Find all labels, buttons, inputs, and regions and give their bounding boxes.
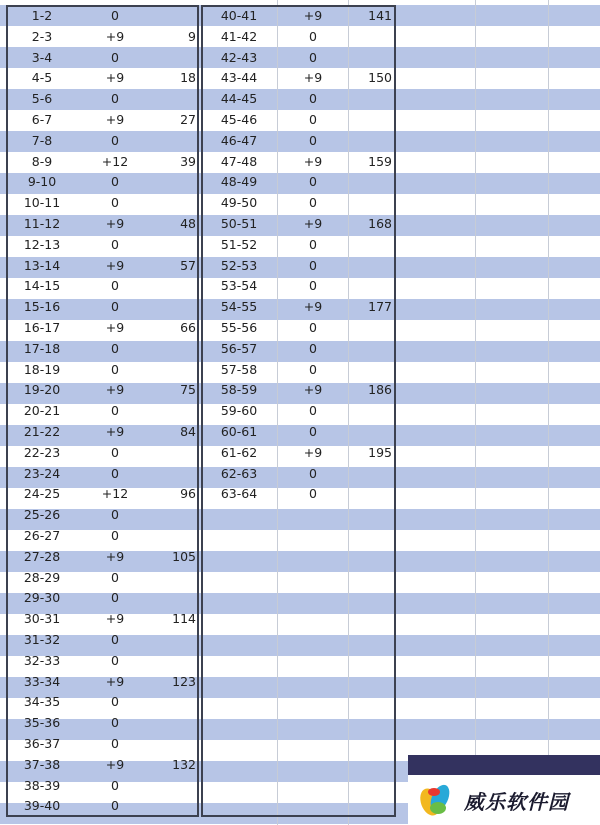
increment-cell: +9	[105, 382, 125, 398]
range-cell: 23-24	[23, 465, 61, 481]
cumulative-cell	[150, 359, 196, 380]
range-cell: 42-43	[220, 49, 258, 65]
increment-cell: +9	[105, 70, 125, 86]
range-cell: 25-26	[23, 507, 61, 523]
range-cell: 41-42	[220, 28, 258, 44]
cumulative-cell	[150, 338, 196, 359]
range-cell: 57-58	[220, 361, 258, 377]
cumulative-cell	[346, 26, 392, 47]
increment-cell: 0	[309, 28, 317, 44]
cumulative-cell: 66	[180, 320, 196, 335]
range-cell: 54-55	[220, 299, 258, 315]
range-cell: 9-10	[27, 174, 57, 190]
increment-cell: 0	[111, 507, 119, 523]
range-cell: 35-36	[23, 715, 61, 731]
cumulative-cell	[346, 192, 392, 213]
range-cell: 28-29	[23, 569, 61, 585]
increment-cell: 0	[111, 49, 119, 65]
cumulative-cell: 195	[368, 444, 392, 460]
cumulative-cell	[150, 130, 196, 151]
grid-line	[548, 0, 549, 825]
increment-cell: +9	[105, 673, 125, 689]
range-cell: 30-31	[23, 611, 61, 627]
increment-cell: 0	[111, 236, 119, 252]
cumulative-cell: 186	[368, 382, 392, 398]
range-cell: 16-17	[23, 320, 61, 335]
increment-cell: +9	[303, 444, 323, 460]
range-cell: 20-21	[23, 403, 61, 419]
cumulative-cell	[150, 691, 196, 712]
range-cell: 56-57	[220, 340, 258, 356]
cumulative-cell: 141	[368, 8, 392, 23]
range-cell: 51-52	[220, 236, 258, 252]
cumulative-cell: 150	[368, 70, 392, 86]
increment-cell: 0	[111, 8, 119, 23]
increment-cell: 0	[111, 132, 119, 148]
increment-cell: 0	[309, 424, 317, 439]
increment-cell: 0	[309, 236, 317, 252]
cumulative-cell: 114	[172, 611, 196, 627]
cumulative-cell: 48	[180, 216, 196, 231]
increment-cell: 0	[309, 257, 317, 273]
range-cell: 17-18	[23, 340, 61, 356]
cumulative-cell	[150, 733, 196, 754]
increment-cell: 0	[309, 403, 317, 419]
range-cell: 22-23	[23, 444, 61, 460]
increment-cell: 0	[111, 340, 119, 356]
range-cell: 45-46	[220, 112, 258, 127]
range-cell: 7-8	[31, 132, 53, 148]
range-cell: 10-11	[23, 195, 61, 211]
range-cell: 52-53	[220, 257, 258, 273]
watermark-text: 威乐软件园	[464, 789, 569, 814]
cumulative-cell	[150, 192, 196, 213]
increment-cell: +9	[105, 320, 125, 335]
weile-logo-icon	[416, 780, 456, 820]
range-cell: 19-20	[23, 382, 61, 398]
cumulative-cell	[346, 338, 392, 359]
increment-cell: 0	[111, 652, 119, 668]
range-cell: 61-62	[220, 444, 258, 460]
cumulative-cell	[150, 504, 196, 525]
increment-cell: 0	[309, 112, 317, 127]
range-cell: 26-27	[23, 528, 61, 543]
cumulative-cell	[346, 275, 392, 296]
range-cell: 29-30	[23, 590, 61, 606]
cumulative-cell	[150, 296, 196, 317]
cumulative-cell	[150, 567, 196, 588]
increment-cell: 0	[111, 444, 119, 460]
increment-cell: 0	[111, 195, 119, 211]
increment-cell: +9	[303, 70, 323, 86]
increment-cell: 0	[111, 590, 119, 606]
range-cell: 47-48	[220, 153, 258, 169]
cumulative-cell	[150, 442, 196, 463]
cumulative-cell: 132	[172, 756, 196, 772]
cumulative-cell	[150, 88, 196, 109]
cumulative-cell	[150, 650, 196, 671]
increment-cell: 0	[309, 278, 317, 294]
increment-cell: 0	[111, 694, 119, 710]
range-cell: 32-33	[23, 652, 61, 668]
cumulative-cell	[346, 255, 392, 276]
increment-cell: +12	[101, 486, 129, 502]
cumulative-cell: 18	[180, 70, 196, 86]
cumulative-cell: 39	[180, 153, 196, 169]
range-cell: 24-25	[23, 486, 61, 502]
increment-cell: +9	[303, 8, 323, 23]
range-cell: 53-54	[220, 278, 258, 294]
increment-cell: 0	[309, 361, 317, 377]
cumulative-cell	[346, 88, 392, 109]
cumulative-cell	[346, 359, 392, 380]
range-cell: 3-4	[31, 49, 53, 65]
cumulative-cell	[346, 234, 392, 255]
range-cell: 63-64	[220, 486, 258, 502]
cumulative-cell: 9	[188, 28, 196, 44]
range-cell: 18-19	[23, 361, 61, 377]
cumulative-cell	[346, 47, 392, 68]
cumulative-cell: 159	[368, 153, 392, 169]
cumulative-cell	[346, 109, 392, 130]
cumulative-cell	[346, 463, 392, 484]
cumulative-cell	[346, 483, 392, 504]
cumulative-cell	[150, 275, 196, 296]
increment-cell: 0	[111, 632, 119, 647]
increment-cell: 0	[111, 403, 119, 419]
cumulative-cell	[346, 317, 392, 338]
range-cell: 58-59	[220, 382, 258, 398]
cumulative-cell	[150, 712, 196, 733]
increment-cell: +9	[105, 548, 125, 564]
increment-cell: +12	[101, 153, 129, 169]
range-cell: 55-56	[220, 320, 258, 335]
increment-cell: 0	[309, 486, 317, 502]
increment-cell: +9	[105, 112, 125, 127]
increment-cell: 0	[309, 340, 317, 356]
range-cell: 62-63	[220, 465, 258, 481]
cumulative-cell	[150, 629, 196, 650]
range-cell: 48-49	[220, 174, 258, 190]
range-cell: 43-44	[220, 70, 258, 86]
cumulative-cell	[150, 795, 196, 816]
range-cell: 59-60	[220, 403, 258, 419]
watermark	[408, 775, 600, 825]
range-cell: 38-39	[23, 777, 61, 793]
cumulative-cell	[346, 171, 392, 192]
cumulative-cell: 96	[180, 486, 196, 502]
increment-cell: 0	[309, 132, 317, 148]
increment-cell: +9	[105, 216, 125, 231]
range-cell: 12-13	[23, 236, 61, 252]
cumulative-cell	[150, 171, 196, 192]
cumulative-cell	[150, 400, 196, 421]
range-cell: 1-2	[31, 8, 53, 23]
increment-cell: 0	[309, 49, 317, 65]
increment-cell: +9	[105, 424, 125, 439]
range-cell: 44-45	[220, 91, 258, 107]
range-cell: 11-12	[23, 216, 61, 231]
increment-cell: +9	[105, 756, 125, 772]
range-cell: 2-3	[31, 28, 53, 44]
range-cell: 27-28	[23, 548, 61, 564]
cumulative-cell	[150, 525, 196, 546]
increment-cell: 0	[111, 715, 119, 731]
grid-line	[475, 0, 476, 825]
cumulative-cell	[346, 421, 392, 442]
range-cell: 6-7	[31, 112, 53, 127]
range-cell: 50-51	[220, 216, 258, 231]
range-cell: 49-50	[220, 195, 258, 211]
increment-cell: 0	[111, 299, 119, 315]
cumulative-cell: 168	[368, 216, 392, 231]
cumulative-cell	[150, 47, 196, 68]
range-cell: 13-14	[23, 257, 61, 273]
range-cell: 34-35	[23, 694, 61, 710]
cumulative-cell	[346, 130, 392, 151]
increment-cell: 0	[111, 465, 119, 481]
range-cell: 21-22	[23, 424, 61, 439]
range-cell: 5-6	[31, 91, 53, 107]
increment-cell: +9	[105, 28, 125, 44]
cumulative-cell	[346, 400, 392, 421]
range-cell: 31-32	[23, 632, 61, 647]
cumulative-cell: 57	[180, 257, 196, 273]
increment-cell: 0	[309, 465, 317, 481]
increment-cell: 0	[309, 195, 317, 211]
range-cell: 37-38	[23, 756, 61, 772]
increment-cell: 0	[111, 174, 119, 190]
cumulative-cell	[150, 775, 196, 796]
increment-cell: +9	[303, 299, 323, 315]
cumulative-cell: 105	[172, 548, 196, 564]
increment-cell: 0	[111, 278, 119, 294]
range-cell: 60-61	[220, 424, 258, 439]
range-cell: 8-9	[31, 153, 53, 169]
range-cell: 33-34	[23, 673, 61, 689]
watermark-bar	[408, 755, 600, 775]
cumulative-cell: 27	[180, 112, 196, 127]
cumulative-cell	[150, 463, 196, 484]
increment-cell: 0	[111, 91, 119, 107]
increment-cell: +9	[105, 257, 125, 273]
range-cell: 14-15	[23, 278, 61, 294]
increment-cell: 0	[111, 528, 119, 543]
increment-cell: +9	[303, 382, 323, 398]
cumulative-cell	[150, 234, 196, 255]
cumulative-cell: 123	[172, 673, 196, 689]
increment-cell: 0	[309, 91, 317, 107]
cumulative-cell	[150, 5, 196, 26]
cumulative-cell: 84	[180, 424, 196, 439]
increment-cell: 0	[111, 777, 119, 793]
increment-cell: +9	[303, 216, 323, 231]
increment-cell: 0	[309, 174, 317, 190]
increment-cell: +9	[105, 611, 125, 627]
increment-cell: 0	[111, 798, 119, 814]
cumulative-cell: 177	[368, 299, 392, 315]
range-cell: 36-37	[23, 736, 61, 751]
cumulative-cell	[150, 587, 196, 608]
increment-cell: 0	[309, 320, 317, 335]
range-cell: 39-40	[23, 798, 61, 814]
increment-cell: +9	[303, 153, 323, 169]
cumulative-cell: 75	[180, 382, 196, 398]
range-cell: 40-41	[220, 8, 258, 23]
increment-cell: 0	[111, 569, 119, 585]
range-cell: 15-16	[23, 299, 61, 315]
range-cell: 4-5	[31, 70, 53, 86]
range-cell: 46-47	[220, 132, 258, 148]
increment-cell: 0	[111, 361, 119, 377]
increment-cell: 0	[111, 736, 119, 751]
